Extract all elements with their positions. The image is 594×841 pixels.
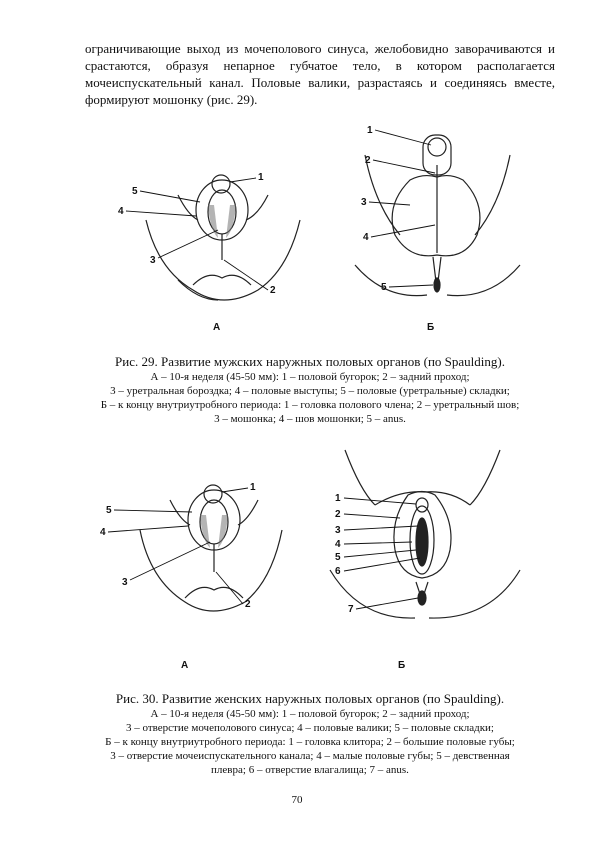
label-30a-2: 2: [245, 599, 251, 610]
label-30b-5: 5: [335, 552, 341, 563]
male-fetus-term-illustration: [355, 125, 520, 315]
figure-29-sublabel-b: Б: [427, 322, 435, 333]
figure-29-caption: [70, 353, 550, 426]
label-29a-3: 3: [150, 255, 156, 266]
label-30b-2: 2: [335, 509, 341, 520]
figure-30-panel-b: [330, 450, 520, 630]
male-embryo-10-week-illustration: [118, 160, 318, 340]
label-30a-3: 3: [122, 577, 128, 588]
figure-30-caption-title: Рис. 30. Развитие женских наружных половых органов (по Spaulding).: [115, 691, 505, 706]
label-30b-7: 7: [348, 604, 354, 615]
figure-30-caption-line: Б – к концу внутриутробного периода: 1 – головка клитора; 2 – большие половые губы;: [105, 736, 515, 748]
figure-29-caption-line: 3 – уретральная бороздка; 4 – половые выступы; 5 – половые (уретральные) складки;: [110, 385, 510, 397]
label-30b-3: 3: [335, 525, 341, 536]
figure-30-caption: [70, 690, 550, 777]
label-29b-1: 1: [367, 125, 373, 136]
figure-30-caption-line: 3 – отверстие мочеиспускательного канала; 4 – малые половые губы; 5 – девственная: [110, 750, 510, 762]
figure-29-caption-title: Рис. 29. Развитие мужских наружных половых органов (по Spaulding).: [115, 354, 505, 369]
label-30a-1: 1: [250, 482, 256, 493]
figure-30-sublabel-b: Б: [398, 660, 406, 671]
figure-29-sublabel-a: А: [213, 322, 221, 333]
label-29a-4: 4: [118, 206, 124, 217]
label-30a-5: 5: [106, 505, 112, 516]
label-29a-5: 5: [132, 186, 138, 197]
figure-29-caption-line: 3 – мошонка; 4 – шов мошонки; 5 – anus.: [214, 413, 406, 425]
label-29a-2: 2: [270, 285, 276, 296]
female-embryo-10-week-illustration: [100, 480, 300, 655]
label-30b-6: 6: [335, 566, 341, 577]
figure-30-caption-line: 3 – отверстие мочеполового синуса; 4 – половые валики; 5 – половые складки;: [126, 722, 494, 734]
label-30b-1: 1: [335, 493, 341, 504]
body-paragraph: ограничивающие выход из мочеполового синуса, желобовидно заворачиваются и срастаются, образуя непарное губчатое тело, в котором располагается мочеиспускательный канал. Половые валики, разрастаясь и соединяясь вместе, формируют мошонку (рис. 29).: [85, 41, 555, 107]
figure-29-caption-line: Б – к концу внутриутробного периода: 1 – головка полового члена; 2 – уретральный шов;: [100, 399, 520, 411]
label-30a-4: 4: [100, 527, 106, 538]
figure-29-panel-b: [355, 125, 520, 315]
label-29b-4: 4: [363, 232, 369, 243]
figure-30-caption-line: плевра; 6 – отверстие влагалища; 7 – anus.: [211, 764, 409, 776]
figure-29-panel-a: [118, 160, 318, 340]
figure-30-caption-line: А – 10-я неделя (45-50 мм): 1 – половой бугорок; 2 – задний проход;: [150, 708, 470, 720]
figure-29-caption-line: А – 10-я неделя (45-50 мм): 1 – половой бугорок; 2 – задний проход;: [150, 371, 470, 383]
figure-30-panel-a: [100, 480, 300, 655]
label-29b-2: 2: [365, 155, 371, 166]
figure-30-sublabel-a: А: [181, 660, 189, 671]
female-fetus-term-illustration: [330, 450, 520, 630]
label-29b-5: 5: [381, 282, 387, 293]
label-30b-4: 4: [335, 539, 341, 550]
label-29a-1: 1: [258, 172, 264, 183]
page-number: 70: [291, 794, 303, 806]
label-29b-3: 3: [361, 197, 367, 208]
